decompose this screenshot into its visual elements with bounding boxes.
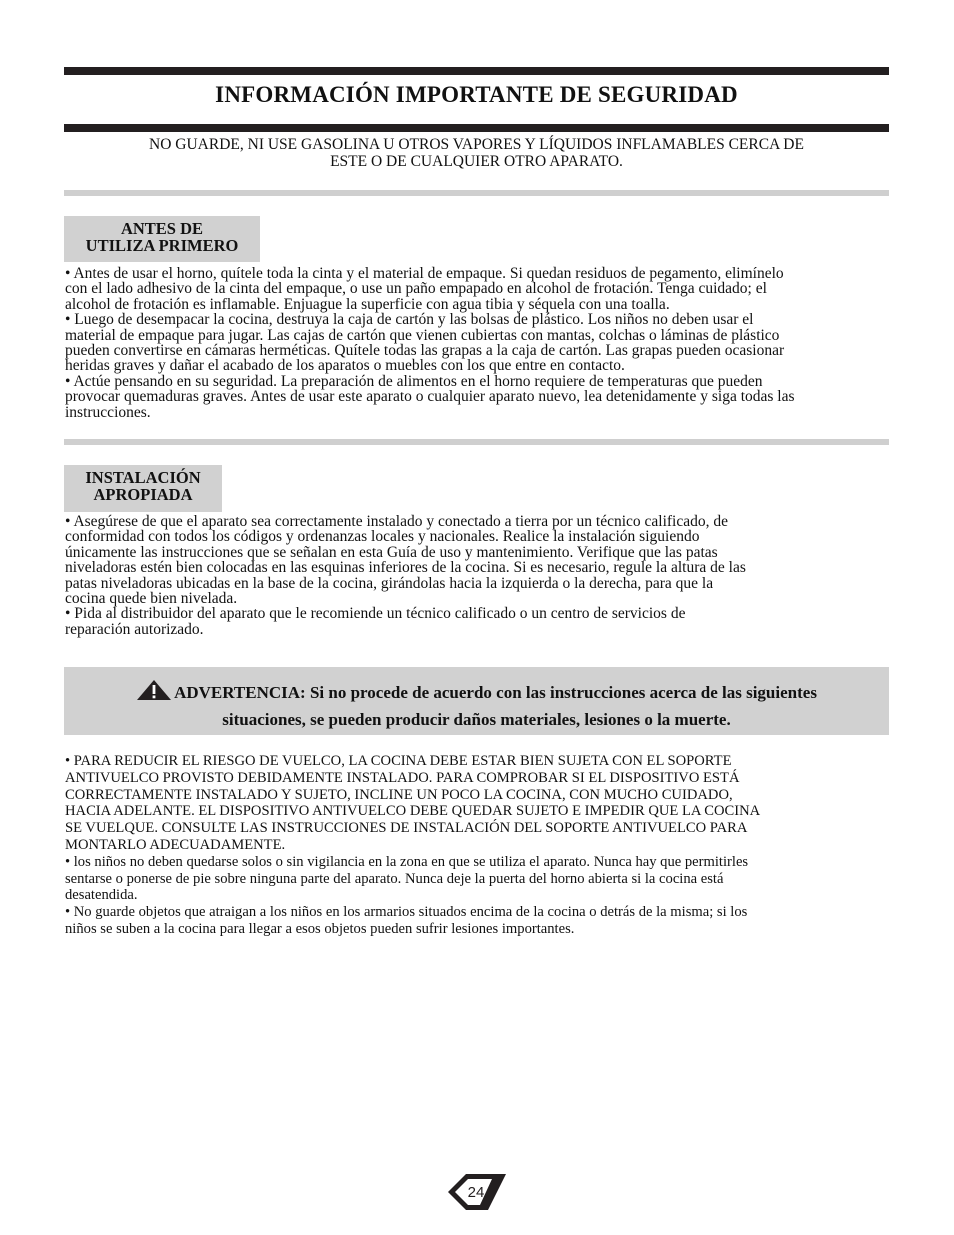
page-number-badge <box>446 1172 508 1212</box>
divider <box>64 190 889 196</box>
notice-line: NO GUARDE, NI USE GASOLINA U OTROS VAPORES Y LÍQUIDOS INFLAMABLES CERCA DE <box>149 136 804 153</box>
flammable-notice <box>64 136 889 170</box>
text-line: • PARA REDUCIR EL RIESGO DE VUELCO, LA COCINA DEBE ESTAR BIEN SUJETA CON EL SOPORTE <box>65 753 732 769</box>
text-line: alcohol de frotación es inflamable. Enjuague la superficie con agua tibia y séquela con una toalla. <box>65 295 670 313</box>
text-line: • Pida al distribuidor del aparato que le recomiende un técnico calificado o un centro de servicios de <box>65 605 686 623</box>
section-label-instalacion: INSTALACIÓN APROPIADA <box>64 465 222 512</box>
warning-line-1: ADVERTENCIA: Si no procede de acuerdo con las instrucciones acerca de las siguientes <box>174 683 817 702</box>
text-line: heridas graves y dañar el acabado de los aparatos o muebles con los que entre en contacto. <box>65 357 625 375</box>
text-line: pueden convertirse en cámaras herméticas. Quítele todas las grapas a la caja de cartón. Las grapas pueden ocasionar <box>65 342 785 360</box>
page-number: 24 <box>467 1184 485 1201</box>
section-antes-text <box>65 266 890 420</box>
text-line: • Actúe pensando en su seguridad. La preparación de alimentos en el horno requiere de temperaturas que pueden <box>65 372 763 390</box>
text-line: desatendida. <box>65 887 138 904</box>
text-line: • Antes de usar el horno, quítele toda la cinta y el material de empaque. Si quedan residuos de pegamento, elimínelo <box>65 265 784 282</box>
warning-items <box>65 753 895 938</box>
text-line: ANTIVUELCO PROVISTO DEBIDAMENTE INSTALADO. PARA COMPROBAR SI EL DISPOSITIVO ESTÁ <box>65 769 740 786</box>
warning-banner <box>64 667 889 735</box>
notice-line: ESTE O DE CUALQUIER OTRO APARATO. <box>330 153 623 170</box>
text-line: • No guarde objetos que atraigan a los niños en los armarios situados encima de la cocina o detrás de la misma; si los <box>65 904 748 921</box>
text-line: niveladoras estén bien colocadas en las esquinas inferiores de la cocina. Si es necesario, regule la altura de las <box>65 559 746 577</box>
text-line: únicamente las instrucciones que se señalan en esta Guía de uso y mantenimiento. Verifique que las patas <box>65 543 718 561</box>
text-line: material de empaque para jugar. Las cajas de cartón que vienen cubiertas con mantas, colchas o láminas de plástico <box>65 326 780 344</box>
section-label-antes: ANTES DE UTILIZA PRIMERO <box>64 216 260 262</box>
title-underline <box>64 124 889 132</box>
text-line: SE VUELQUE. CONSULTE LAS INSTRUCCIONES DE INSTALACIÓN DEL SOPORTE ANTIVUELCO PARA <box>65 820 748 837</box>
text-line: conformidad con todos los códigos y ordenanzas locales y nacionales. Realice la instalación siguiendo <box>65 528 700 546</box>
section-instalacion-text <box>65 514 890 637</box>
text-line: CORRECTAMENTE INSTALADO Y SUJETO, INCLINE UN POCO LA COCINA, CON MUCHO CUIDADO, <box>65 786 733 803</box>
text-line: niños se suben a la cocina para llegar a esos objetos pueden sufrir lesiones importantes. <box>65 920 575 937</box>
text-line: • Asegúrese de que el aparato sea correctamente instalado y conectado a tierra por un técnico calificado, de <box>65 513 728 530</box>
top-rule <box>64 67 889 75</box>
text-line: provocar quemaduras graves. Antes de usar este aparato o cualquier aparato nuevo, lea detenidamente y siga todas las <box>65 388 795 406</box>
text-line: HACIA ADELANTE. EL DISPOSITIVO ANTIVUELCO DEBE QUEDAR SUJETO E IMPEDIR QUE LA COCINA <box>65 803 761 820</box>
divider <box>64 439 889 445</box>
text-line: sentarse o ponerse de pie sobre ninguna parte del aparato. Nunca deje la puerta del horno abierta si la cocina está <box>65 870 724 887</box>
text-line: MONTARLO ADECUADAMENTE. <box>65 836 286 853</box>
warning-triangle-icon <box>136 679 172 708</box>
text-line: • los niños no deben quedarse solos o sin vigilancia en la zona en que se utiliza el aparato. Nunca hay que permitirles <box>65 853 749 870</box>
text-line: instrucciones. <box>65 403 151 421</box>
page-badge-shape <box>446 1172 508 1212</box>
warning-line-2: situaciones, se pueden producir daños materiales, lesiones o la muerte. <box>222 710 731 729</box>
page-title: INFORMACIÓN IMPORTANTE DE SEGURIDAD <box>215 82 738 107</box>
text-line: con el lado adhesivo de la cinta del empaque, o use un paño empapado en alcohol de frotación. Tenga cuidado; el <box>65 280 767 298</box>
text-line: • Luego de desempacar la cocina, destruya la caja de cartón y las bolsas de plástico. Los niños no deben usar el <box>65 311 754 329</box>
text-line: reparación autorizado. <box>65 620 204 638</box>
text-line: patas niveladoras ubicadas en la base de la cocina, girándolas hacia la izquierda o la derecha, para que la <box>65 574 714 592</box>
text-line: cocina quede bien nivelada. <box>65 590 238 608</box>
